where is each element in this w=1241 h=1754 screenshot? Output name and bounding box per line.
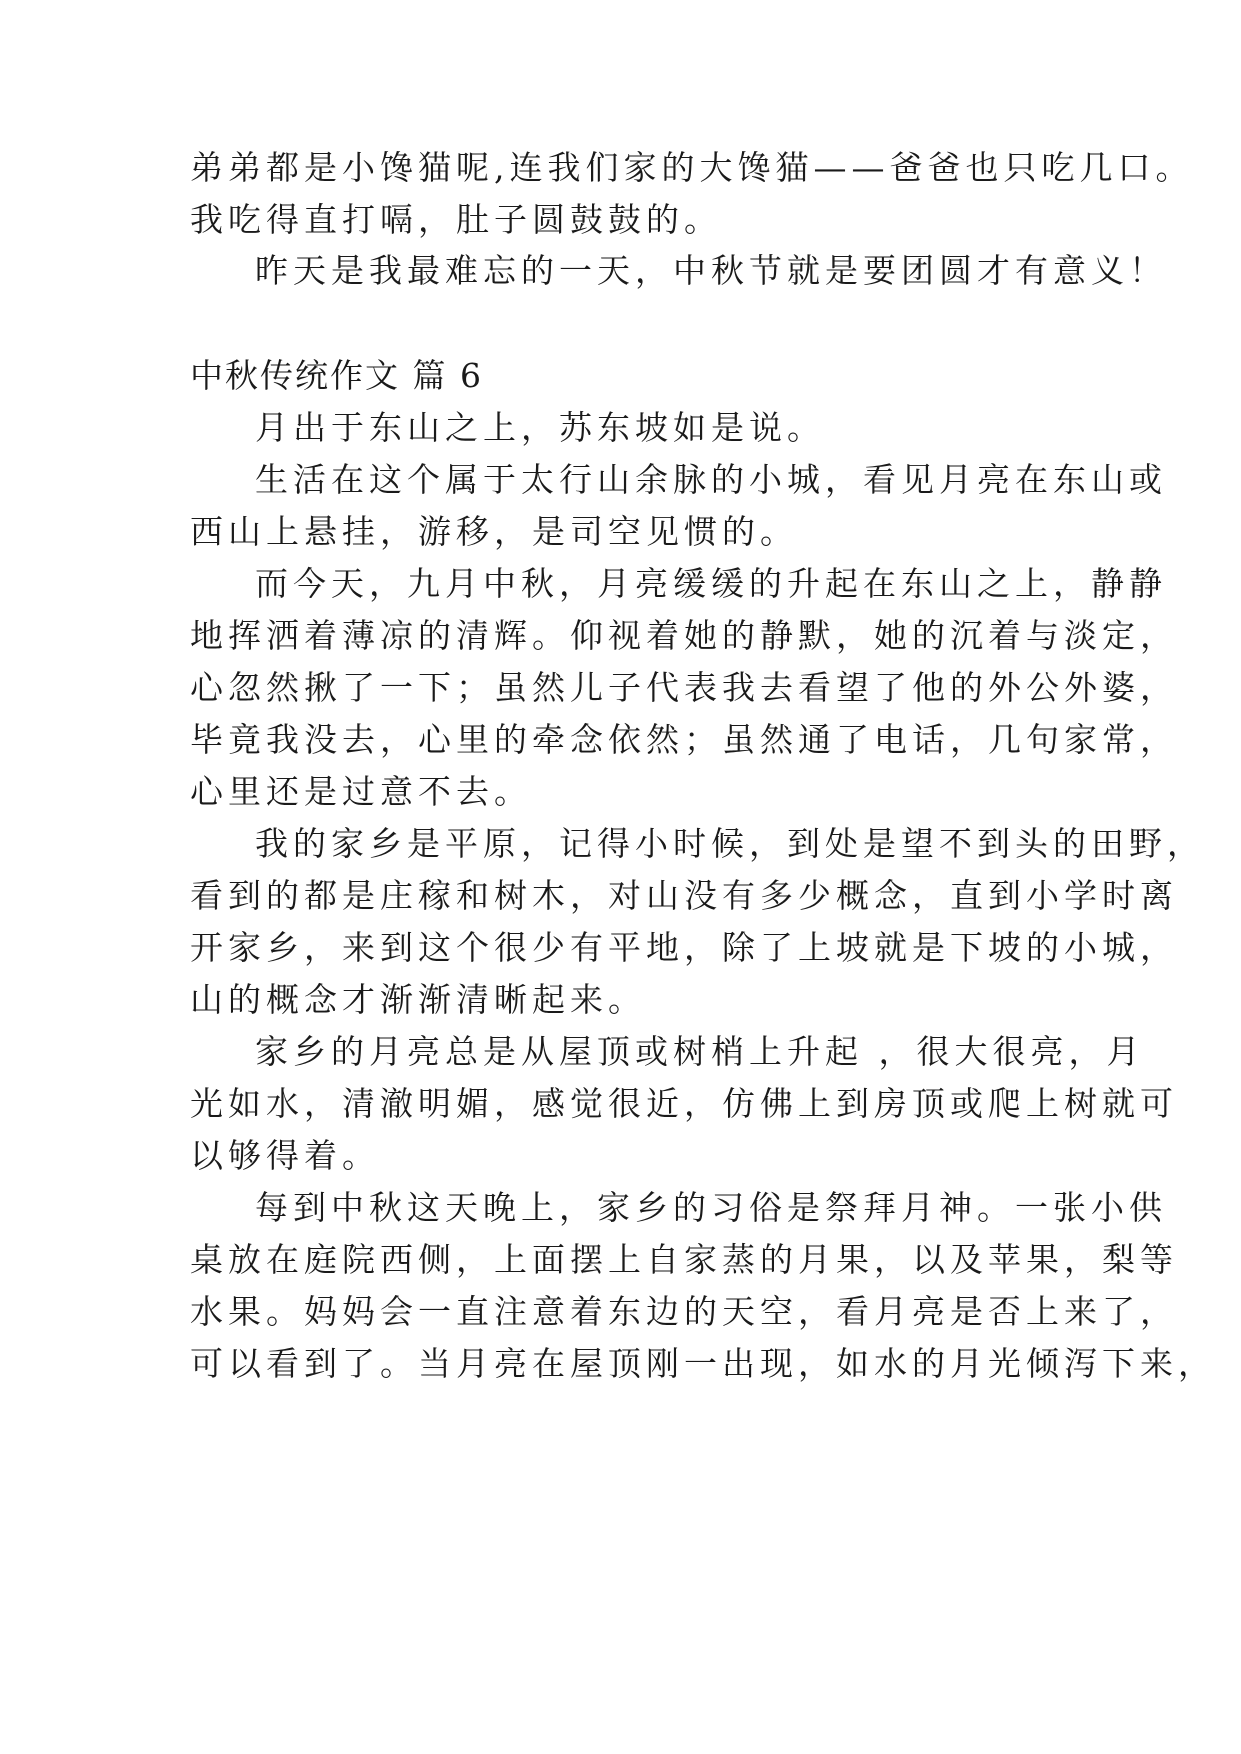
text-line: 地挥洒着薄凉的清辉。仰视着她的静默，她的沉着与淡定， [190, 616, 1178, 655]
text-line: 水果。妈妈会一直注意着东边的天空，看月亮是否上来了， [190, 1292, 1178, 1331]
text-line: 山的概念才渐渐清晰起来。 [190, 980, 646, 1019]
text-line: 毕竟我没去，心里的牵念依然；虽然通了电话，几句家常， [190, 720, 1178, 759]
text-line: 心里还是过意不去。 [190, 772, 532, 811]
text-line: 家乡的月亮总是从屋顶或树梢上升起 ，很大很亮，月 [255, 1032, 1145, 1071]
text-line: 每到中秋这天晚上，家乡的习俗是祭拜月神。一张小供 [255, 1188, 1167, 1227]
text-line: 西山上悬挂，游移，是司空见惯的。 [190, 512, 798, 551]
text-line: 看到的都是庄稼和树木，对山没有多少概念，直到小学时离 [190, 876, 1178, 915]
section-title: 中秋传统作文 篇 6 [190, 356, 483, 395]
text-line: 月出于东山之上，苏东坡如是说。 [255, 408, 825, 447]
text-line: 开家乡，来到这个很少有平地，除了上坡就是下坡的小城， [190, 928, 1178, 967]
text-line: 弟弟都是小馋猫呢,连我们家的大馋猫——爸爸也只吃几口。 [190, 148, 1194, 187]
text-line: 我的家乡是平原，记得小时候，到处是望不到头的田野， [255, 824, 1205, 863]
text-line: 生活在这个属于太行山余脉的小城，看见月亮在东山或 [255, 460, 1167, 499]
text-line: 我吃得直打嗝，肚子圆鼓鼓的。 [190, 200, 722, 239]
text-line: 昨天是我最难忘的一天，中秋节就是要团圆才有意义！ [255, 251, 1167, 290]
text-line: 以够得着。 [190, 1136, 380, 1175]
text-line: 光如水，清澈明媚，感觉很近，仿佛上到房顶或爬上树就可 [190, 1084, 1178, 1123]
text-line: 桌放在庭院西侧，上面摆上自家蒸的月果，以及苹果，梨等 [190, 1240, 1178, 1279]
text-line: 而今天，九月中秋，月亮缓缓的升起在东山之上，静静 [255, 564, 1167, 603]
text-line: 心忽然揪了一下；虽然儿子代表我去看望了他的外公外婆， [190, 668, 1178, 707]
text-line: 可以看到了。当月亮在屋顶刚一出现，如水的月光倾泻下来， [190, 1344, 1216, 1383]
